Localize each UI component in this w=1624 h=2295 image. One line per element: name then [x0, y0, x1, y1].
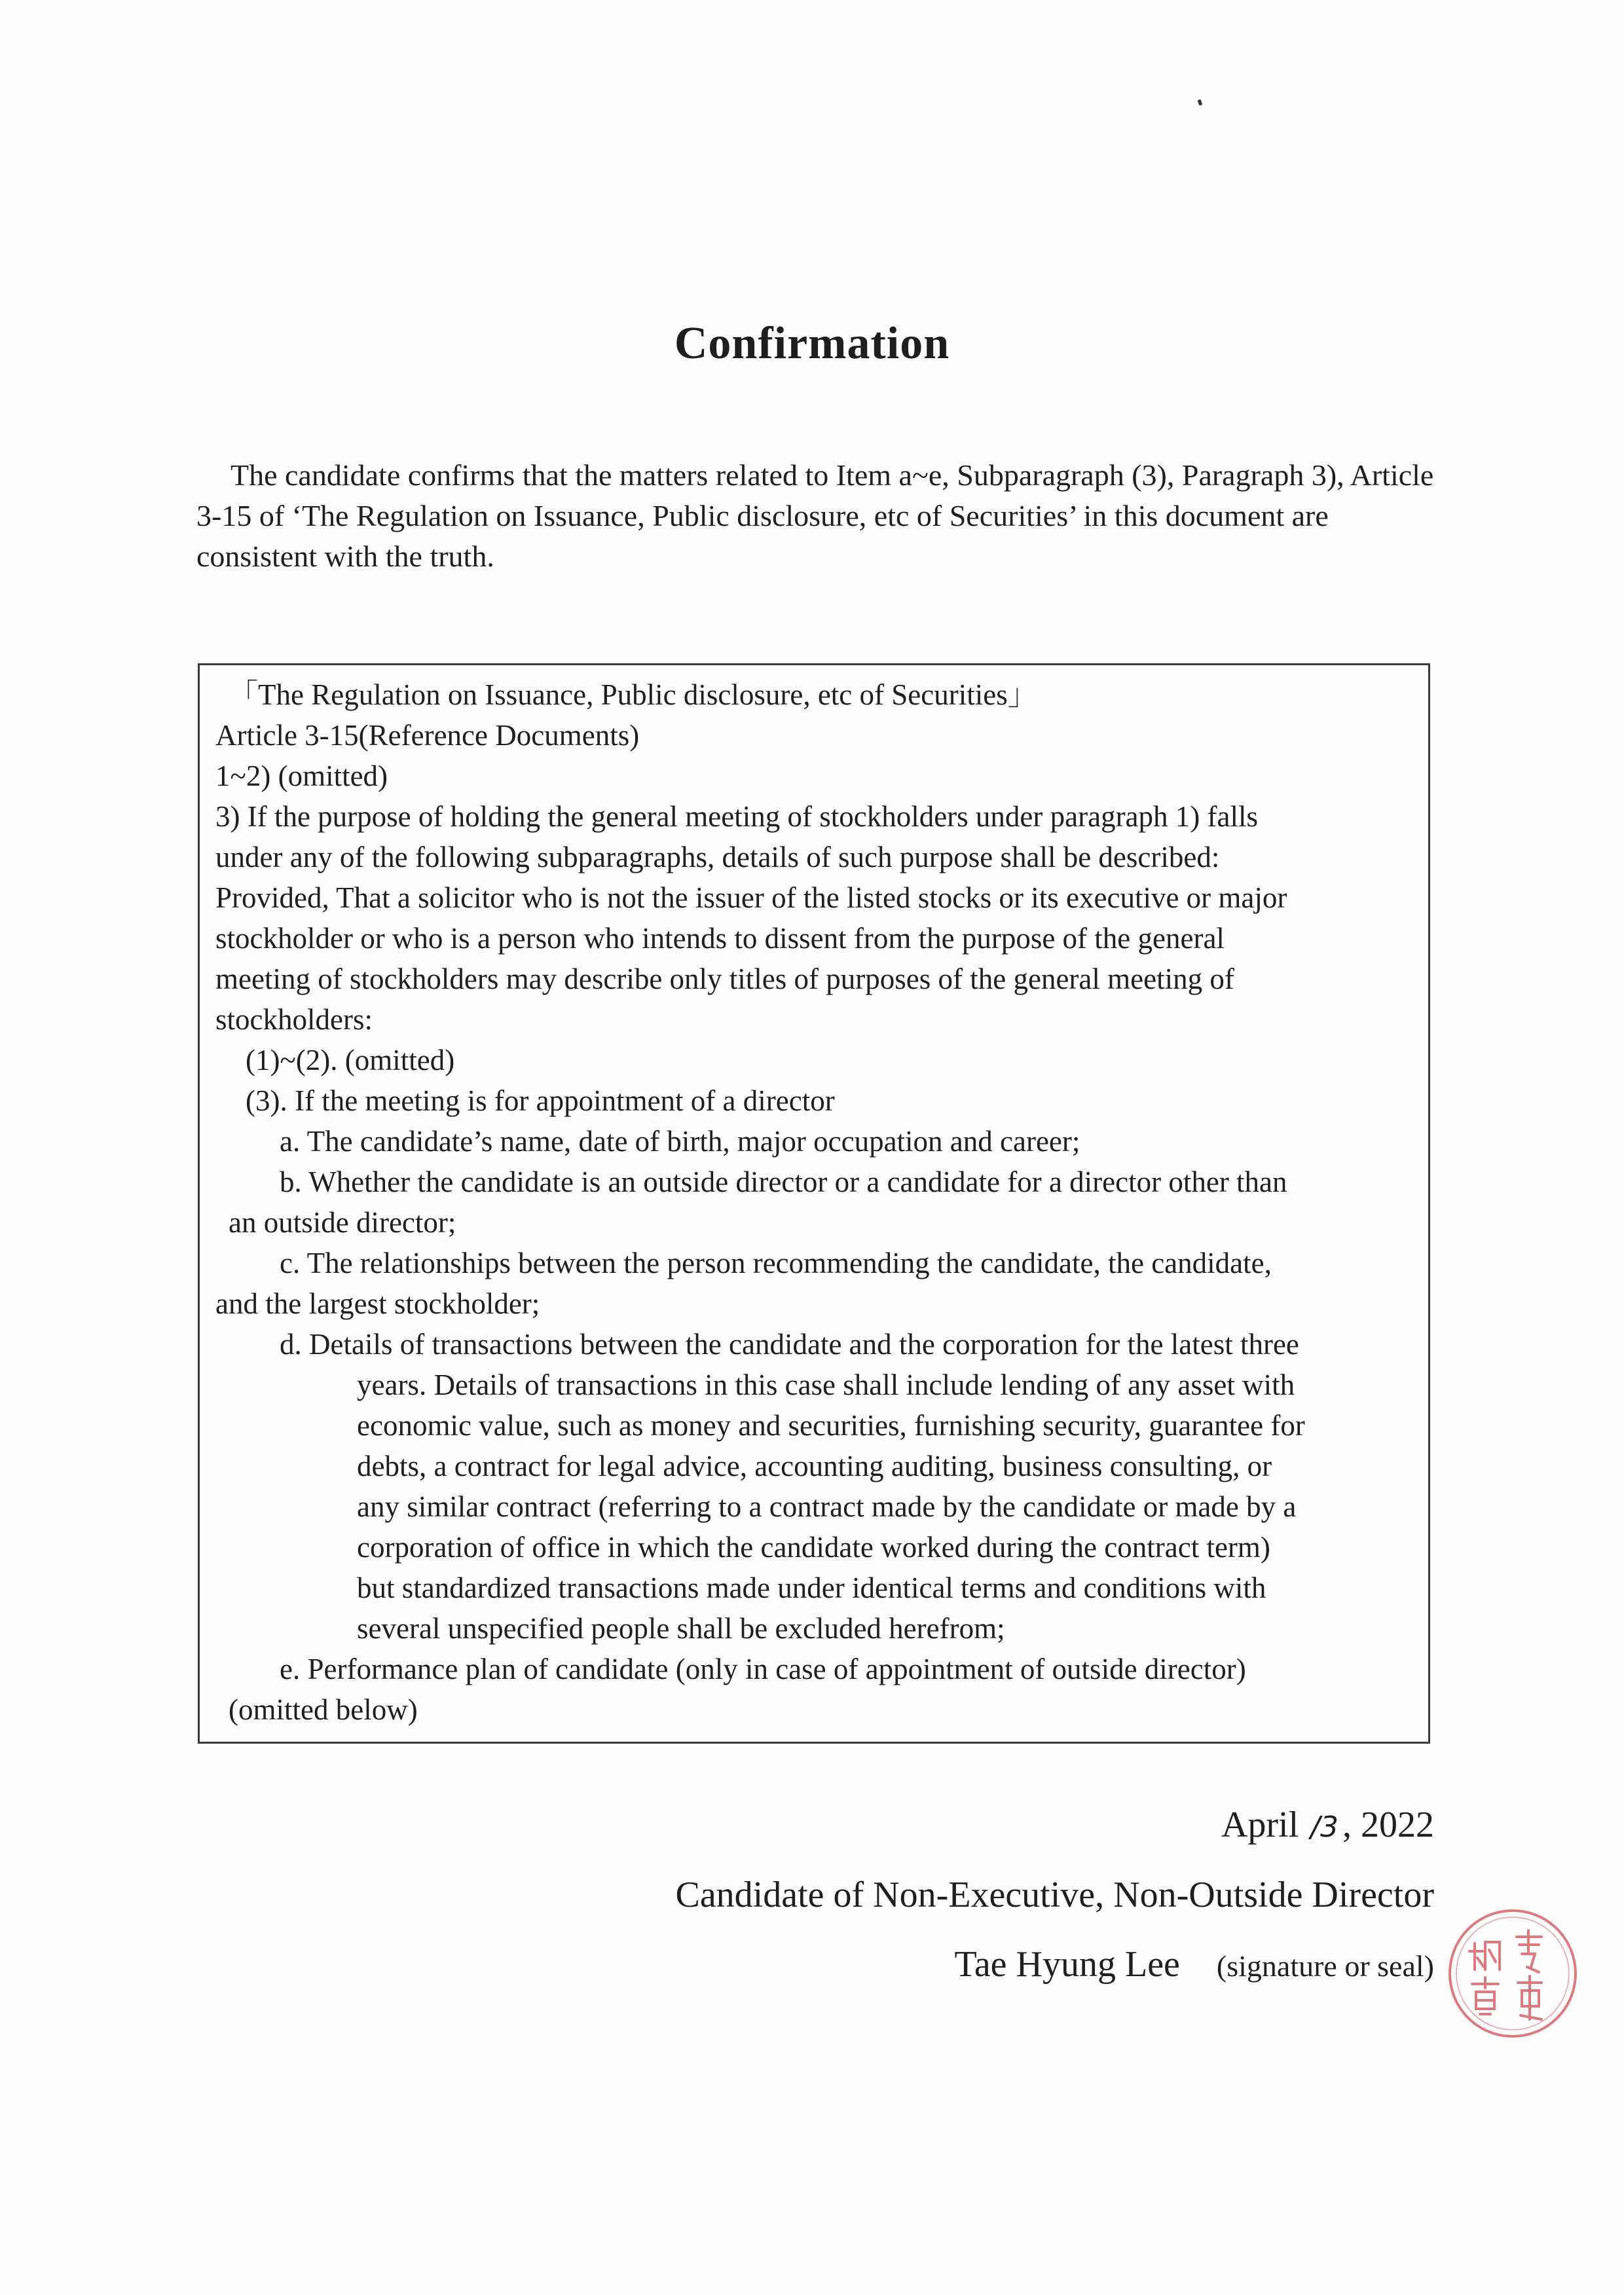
seal-characters: [1469, 1930, 1541, 2019]
excerpt-line: (1)~(2). (omitted): [246, 1044, 455, 1076]
excerpt-line: a. The candidate’s name, date of birth, major occupation and career;: [280, 1125, 1080, 1158]
intro-paragraph: [196, 455, 1434, 577]
excerpt-line: stockholders:: [215, 1003, 373, 1036]
red-seal-stamp: [1443, 1904, 1582, 2043]
seal-inner-ring: [1456, 1917, 1569, 2030]
signing-date: [1221, 1804, 1434, 1846]
excerpt-line: e. Performance plan of candidate (only in case of appointment of outside director): [280, 1653, 1246, 1685]
intro-text-line: document are consistent with the truth.: [196, 499, 1329, 573]
intro-text-line: The candidate confirms that the matters related to Item a~e, Subparagraph (3), Paragraph: [231, 458, 1304, 492]
candidate-name: Tae Hyung Lee: [954, 1944, 1180, 1985]
candidate-name-line: [955, 1943, 1434, 1985]
excerpt-line: economic value, such as money and securities, furnishing security, guarantee for: [357, 1409, 1305, 1442]
date-year: , 2022: [1342, 1805, 1434, 1845]
excerpt-line: meeting of stockholders may describe only titles of purposes of the general meeting of: [215, 963, 1234, 995]
excerpt-line: c. The relationships between the person recommending the candidate, the candidate,: [280, 1247, 1272, 1279]
excerpt-line: corporation of office in which the candidate worked during the contract term): [357, 1531, 1270, 1564]
signature-note: (signature or seal): [1216, 1949, 1434, 1983]
page-title: Confirmation: [674, 318, 950, 369]
excerpt-line: 「The Regulation on Issuance, Public disclosure, etc of Securities」: [229, 678, 1037, 711]
date-day-handwritten: /3: [1310, 1810, 1338, 1844]
seal-outer-ring: [1450, 1911, 1576, 2036]
excerpt-line: under any of the following subparagraphs, details of such purpose shall be described:: [215, 841, 1220, 873]
intro-text-line: 3), Article 3-15 of ‘The Regulation on Issuance, Public disclosure, etc of Securities’ in this: [196, 458, 1434, 532]
excerpt-line: 1~2) (omitted): [215, 760, 388, 792]
excerpt-line: stockholder or who is a person who intends to dissent from the purpose of the general: [215, 922, 1225, 955]
excerpt-line: Article 3-15(Reference Documents): [215, 719, 640, 752]
excerpt-line: d. Details of transactions between the candidate and the corporation for the latest three: [280, 1328, 1299, 1361]
excerpt-line: several unspecified people shall be excluded herefrom;: [357, 1612, 1005, 1645]
candidate-position: Candidate of Non-Executive, Non-Outside Director: [675, 1875, 1434, 1915]
regulation-excerpt-text: [215, 674, 1420, 1730]
excerpt-line: (3). If the meeting is for appointment of a director: [246, 1084, 835, 1117]
excerpt-line: 3) If the purpose of holding the general meeting of stockholders under paragraph 1) falls: [215, 800, 1258, 833]
excerpt-line: but standardized transactions made under identical terms and conditions with: [357, 1571, 1266, 1604]
excerpt-line: an outside director;: [229, 1206, 456, 1239]
regulation-excerpt-box: [198, 663, 1430, 1744]
excerpt-line: b. Whether the candidate is an outside director or a candidate for a director other than: [280, 1166, 1287, 1198]
excerpt-line: (omitted below): [229, 1693, 418, 1726]
scan-speck: [1198, 99, 1203, 105]
excerpt-line: and the largest stockholder;: [215, 1287, 540, 1320]
excerpt-line: Provided, That a solicitor who is not the issuer of the listed stocks or its executive or major: [215, 881, 1287, 914]
excerpt-line: any similar contract (referring to a contract made by the candidate or made by a: [357, 1490, 1297, 1523]
excerpt-line: debts, a contract for legal advice, accounting auditing, business consulting, or: [357, 1450, 1272, 1482]
excerpt-line: years. Details of transactions in this case shall include lending of any asset with: [357, 1368, 1295, 1401]
date-month: April: [1221, 1805, 1299, 1845]
